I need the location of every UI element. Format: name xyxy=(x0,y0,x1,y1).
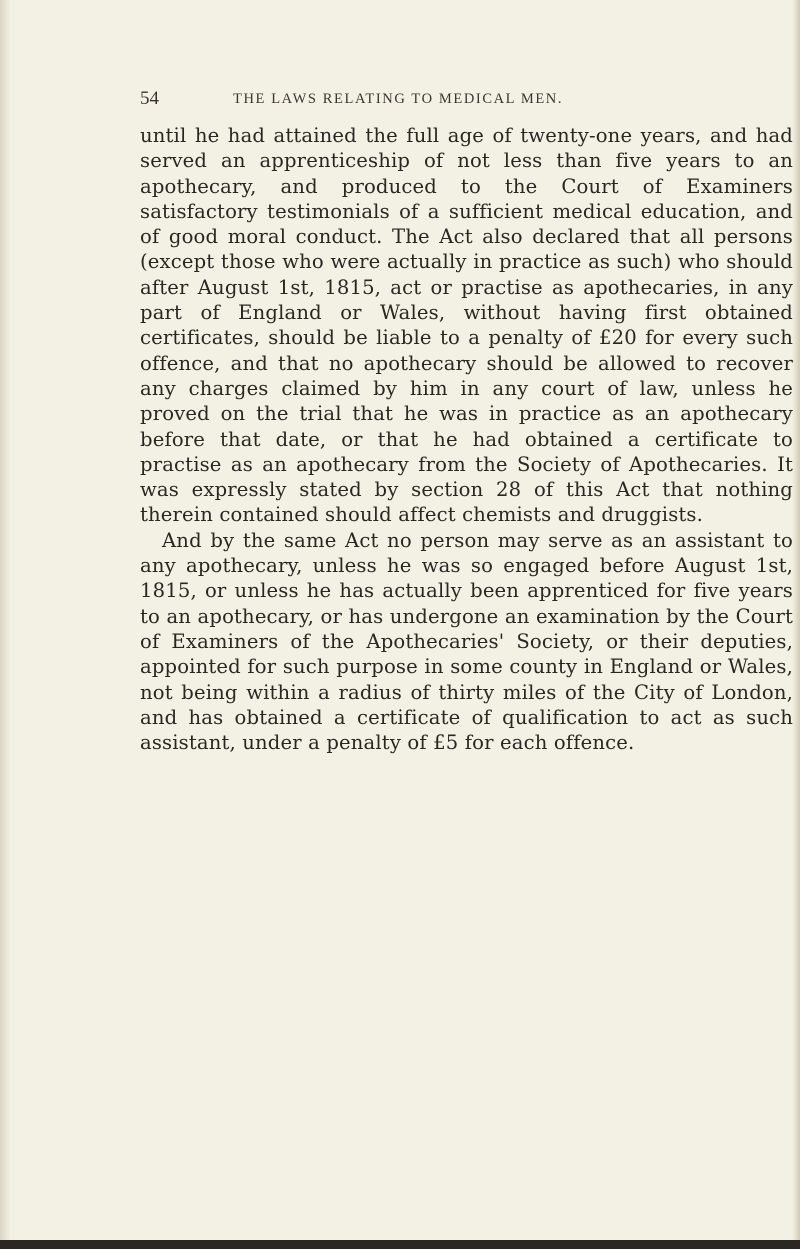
body-text xyxy=(140,123,793,755)
running-head: THE LAWS RELATING TO MEDICAL MEN. xyxy=(233,91,564,107)
page-left-edge xyxy=(0,0,10,1249)
paragraph-1: until he had attained the full age of twenty-one years, and had served an apprenticeship of not less than five years to an apothecary, and produced to the Court of Examiners satisfactory testimonials of a sufficient medical education, and of good moral conduct. The Act also declared that all persons (except those who were actually in practice as such) who should after August 1st, 1815, act or practise as apothecaries, in any part of England or Wales, without having first obtained certificates, should be liable to a penalty of £20 for every such offence, and that no apothecary should be allowed to recover any charges claimed by him in any court of law, unless he proved on the trial that he was in practice as an apothecary before that date, or that he had obtained a certificate to practise as an apothecary from the Society of Apothecaries. It was expressly stated by section 28 of this Act that nothing therein contained should affect chemists and druggists. xyxy=(140,124,793,527)
page-bottom-edge xyxy=(0,1240,800,1249)
page-number: 54 xyxy=(140,88,159,109)
paragraph-2: And by the same Act no person may serve as an assistant to any apothecary, unless he was so engaged before August 1st, 1815, or unless he has actually been apprenticed for five years to an apothecary, or has undergone an examination by the Court of Examiners of the Apothecaries' Society, or their deputies, appointed for such purpose in some county in England or Wales, not being within a radius of thirty miles of the City of London, and has obtained a certificate of qualification to act as such assistant, under a penalty of £5 for each offence. xyxy=(140,528,793,755)
page-right-edge xyxy=(792,0,800,1249)
page-header xyxy=(140,88,740,112)
